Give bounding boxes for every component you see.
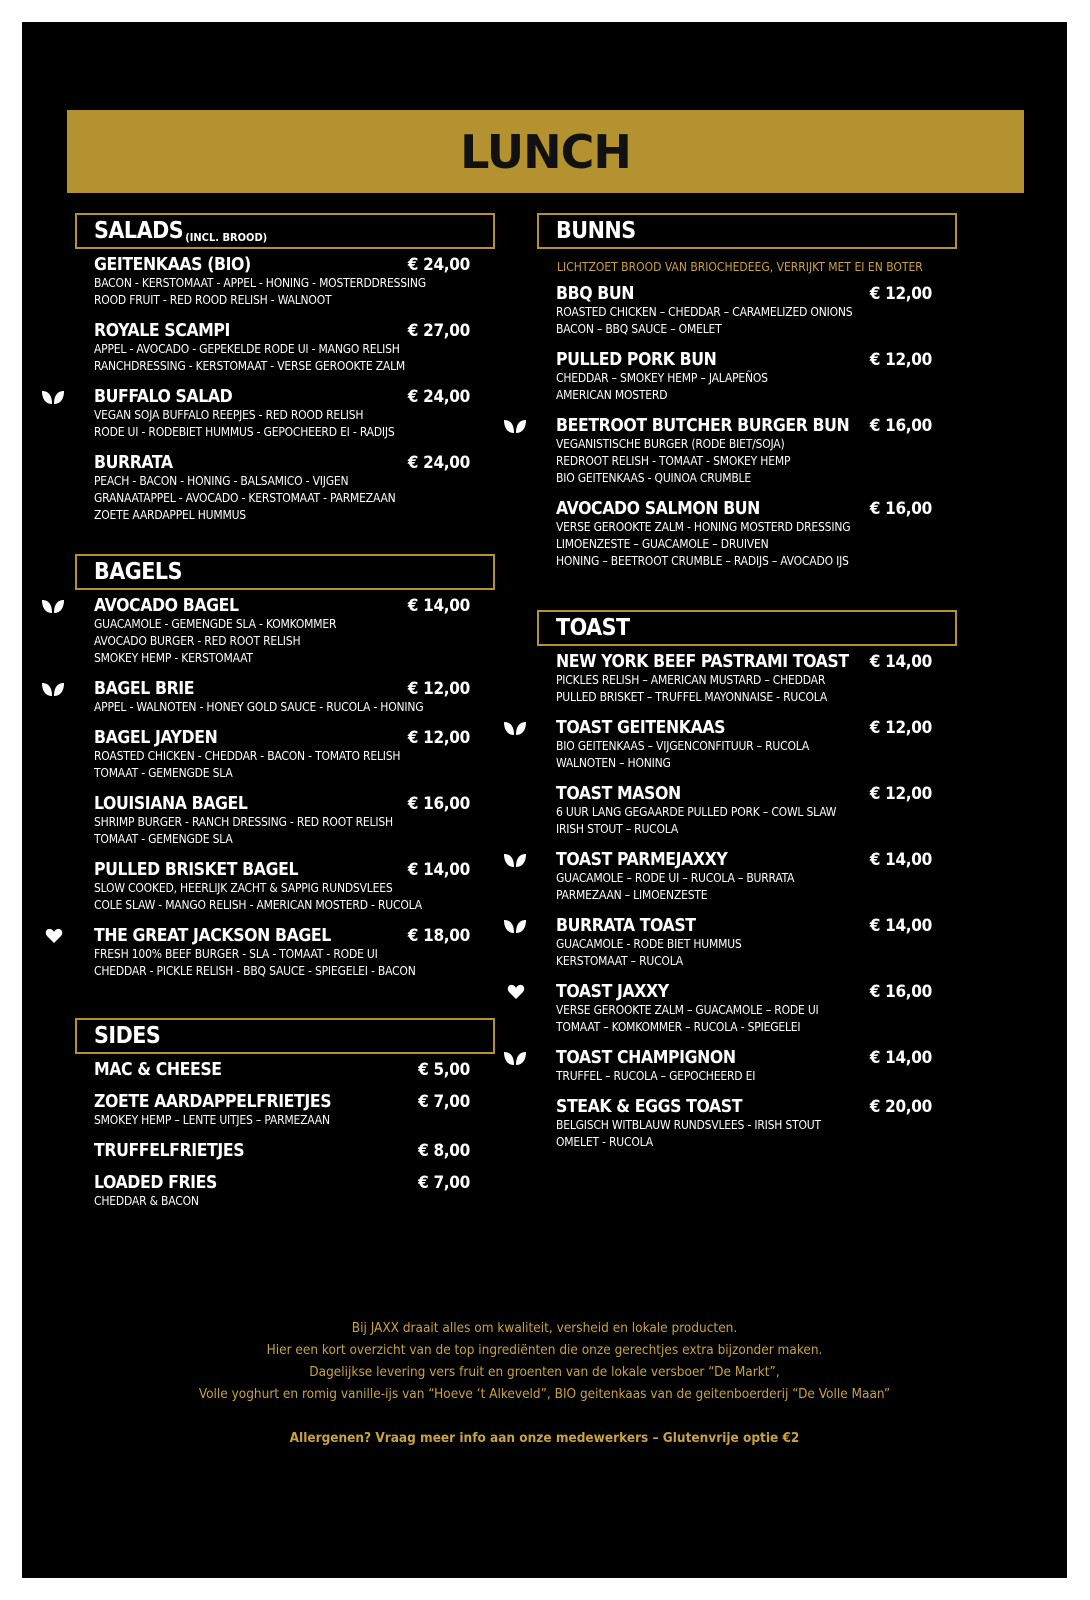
menu-item bbox=[75, 926, 470, 980]
item-price: € 14,00 bbox=[407, 596, 470, 616]
item-price: € 27,00 bbox=[407, 321, 470, 341]
item-price: € 24,00 bbox=[407, 255, 470, 275]
section-header bbox=[75, 1018, 495, 1054]
menu-item bbox=[75, 453, 470, 524]
leaf-icon bbox=[41, 388, 65, 406]
section-header bbox=[75, 554, 495, 590]
leaf-icon bbox=[503, 851, 527, 869]
menu-item bbox=[75, 596, 470, 667]
item-list bbox=[537, 284, 957, 570]
item-description: PULLED BRISKET – TRUFFEL MAYONNAISE - RUCOLA bbox=[556, 690, 828, 704]
item-description: COLE SLAW - MANGO RELISH - AMERICAN MOSTERD - RUCOLA bbox=[94, 898, 422, 912]
item-description: CHEDDAR – SMOKEY HEMP – JALAPEÑOS bbox=[556, 371, 768, 385]
item-description: 6 UUR LANG GEGAARDE PULLED PORK – COWL SLAW bbox=[556, 805, 837, 819]
item-price: € 7,00 bbox=[418, 1173, 470, 1193]
item-name: AVOCADO SALMON BUN bbox=[556, 499, 760, 519]
item-description: PARMEZAAN – LIMOENZESTE bbox=[556, 888, 708, 902]
item-price: € 12,00 bbox=[869, 284, 932, 304]
item-price: € 16,00 bbox=[869, 416, 932, 436]
item-name: THE GREAT JACKSON BAGEL bbox=[94, 926, 331, 946]
item-name: BEETROOT BUTCHER BURGER BUN bbox=[556, 416, 850, 436]
item-description: SMOKEY HEMP – LENTE UITJES – PARMEZAAN bbox=[94, 1113, 330, 1127]
item-description: IRISH STOUT – RUCOLA bbox=[556, 822, 679, 836]
item-description: BIO GEITENKAAS – VIJGENCONFITUUR – RUCOLA bbox=[556, 739, 810, 753]
item-description: AMERICAN MOSTERD bbox=[556, 388, 668, 402]
item-description: PEACH - BACON - HONING - BALSAMICO - VIJGEN bbox=[94, 474, 349, 488]
menu-item bbox=[537, 784, 932, 838]
item-name: BAGEL BRIE bbox=[94, 679, 195, 699]
item-description: VERSE GEROOKTE ZALM - HONING MOSTERD DRESSING bbox=[556, 520, 851, 534]
item-price: € 12,00 bbox=[407, 728, 470, 748]
item-description: HONING – BEETROOT CRUMBLE – RADIJS – AVOCADO IJS bbox=[556, 554, 849, 568]
menu-item bbox=[537, 850, 932, 904]
item-list bbox=[75, 255, 495, 524]
item-description: TOMAAT - GEMENGDE SLA bbox=[94, 766, 233, 780]
item-description: REDROOT RELISH - TOMAAT - SMOKEY HEMP bbox=[556, 454, 791, 468]
item-description: TOMAAT - GEMENGDE SLA bbox=[94, 832, 233, 846]
item-name: MAC & CHEESE bbox=[94, 1060, 222, 1080]
leaf-icon bbox=[503, 719, 527, 737]
menu-item bbox=[75, 728, 470, 782]
menu-item bbox=[75, 679, 470, 716]
item-description: BACON - KERSTOMAAT - APPEL - HONING - MOSTERDDRESSING bbox=[94, 276, 426, 290]
item-price: € 24,00 bbox=[407, 387, 470, 407]
section-header bbox=[537, 610, 957, 646]
item-list bbox=[537, 652, 957, 1151]
item-price: € 14,00 bbox=[869, 652, 932, 672]
menu-item bbox=[75, 1060, 470, 1080]
item-description: OMELET - RUCOLA bbox=[556, 1135, 653, 1149]
item-price: € 20,00 bbox=[869, 1097, 932, 1117]
menu-item bbox=[537, 718, 932, 772]
item-price: € 18,00 bbox=[407, 926, 470, 946]
item-name: TRUFFELFRIETJES bbox=[94, 1141, 245, 1161]
item-description: SHRIMP BURGER - RANCH DRESSING - RED ROOT RELISH bbox=[94, 815, 393, 829]
item-name: GEITENKAAS (BIO) bbox=[94, 255, 251, 275]
item-description: RANCHDRESSING - KERSTOMAAT - VERSE GEROOKTE ZALM bbox=[94, 359, 406, 373]
section-toast bbox=[537, 610, 957, 1151]
allergen-note: Allergenen? Vraag meer info aan onze medewerkers – Glutenvrije optie €2 bbox=[289, 1430, 800, 1446]
item-name: ROYALE SCAMPI bbox=[94, 321, 230, 341]
menu-item bbox=[75, 321, 470, 375]
menu-item bbox=[75, 1173, 470, 1210]
heart-icon bbox=[45, 927, 63, 945]
item-description: SMOKEY HEMP - KERSTOMAAT bbox=[94, 651, 253, 665]
item-price: € 16,00 bbox=[407, 794, 470, 814]
item-description: VEGAN SOJA BUFFALO REEPJES - RED ROOD RELISH bbox=[94, 408, 364, 422]
menu-item bbox=[537, 350, 932, 404]
leaf-icon bbox=[503, 917, 527, 935]
section-title: SIDES bbox=[94, 1023, 161, 1049]
item-description: VERSE GEROOKTE ZALM – GUACAMOLE – RODE UI bbox=[556, 1003, 819, 1017]
item-name: AVOCADO BAGEL bbox=[94, 596, 239, 616]
leaf-icon bbox=[503, 417, 527, 435]
item-description: KERSTOMAAT – RUCOLA bbox=[556, 954, 683, 968]
item-description: APPEL - WALNOTEN - HONEY GOLD SAUCE - RUCOLA - HONING bbox=[94, 700, 424, 714]
item-price: € 16,00 bbox=[869, 499, 932, 519]
item-price: € 12,00 bbox=[407, 679, 470, 699]
item-description: WALNOTEN – HONING bbox=[556, 756, 671, 770]
item-description: ZOETE AARDAPPEL HUMMUS bbox=[94, 508, 246, 522]
item-description: PICKLES RELISH – AMERICAN MUSTARD – CHEDDAR bbox=[556, 673, 826, 687]
item-description: ROOD FRUIT - RED ROOD RELISH - WALNOOT bbox=[94, 293, 332, 307]
item-name: TOAST JAXXY bbox=[556, 982, 669, 1002]
item-price: € 24,00 bbox=[407, 453, 470, 473]
item-description: VEGANISTISCHE BURGER (RODE BIET/SOJA) bbox=[556, 437, 785, 451]
footer-line: Volle yoghurt en romig vanille-ijs van “Hoeve ‘t Alkeveld”, BIO geitenkaas van de geitenboerderij “De Volle Maan” bbox=[198, 1386, 891, 1402]
item-name: BBQ BUN bbox=[556, 284, 635, 304]
section-title: SALADS bbox=[94, 218, 184, 244]
menu-item bbox=[537, 652, 932, 706]
item-description: GRANAATAPPEL - AVOCADO - KERSTOMAAT - PARMEZAAN bbox=[94, 491, 396, 505]
item-name: BUFFALO SALAD bbox=[94, 387, 233, 407]
leaf-icon bbox=[41, 680, 65, 698]
item-list bbox=[75, 1060, 495, 1210]
section-header bbox=[537, 213, 957, 249]
item-name: PULLED PORK BUN bbox=[556, 350, 717, 370]
item-description: BIO GEITENKAAS - QUINOA CRUMBLE bbox=[556, 471, 751, 485]
section-sides bbox=[75, 1018, 495, 1210]
item-description: RODE UI - RODEBIET HUMMUS - GEPOCHEERD EI - RADIJS bbox=[94, 425, 395, 439]
item-description: AVOCADO BURGER - RED ROOT RELISH bbox=[94, 634, 301, 648]
section-intro: LICHTZOET BROOD VAN BRIOCHEDEEG, VERRIJKT MET EI EN BOTER bbox=[557, 260, 923, 274]
item-price: € 12,00 bbox=[869, 350, 932, 370]
item-price: € 14,00 bbox=[869, 1048, 932, 1068]
item-description: APPEL - AVOCADO - GEPEKELDE RODE UI - MANGO RELISH bbox=[94, 342, 400, 356]
item-description: CHEDDAR - PICKLE RELISH - BBQ SAUCE - SPIEGELEI - BACON bbox=[94, 964, 416, 978]
item-description: GUACAMOLE – RODE UI – RUCOLA – BURRATA bbox=[556, 871, 795, 885]
footer bbox=[22, 1317, 1067, 1449]
item-name: BURRATA bbox=[94, 453, 173, 473]
footer-line: Bij JAXX draait alles om kwaliteit, versheid en lokale producten. bbox=[351, 1320, 738, 1336]
item-name: TOAST MASON bbox=[556, 784, 681, 804]
item-name: LOUISIANA BAGEL bbox=[94, 794, 248, 814]
item-price: € 12,00 bbox=[869, 784, 932, 804]
right-column bbox=[537, 213, 957, 1163]
item-description: SLOW COOKED, HEERLIJK ZACHT & SAPPIG RUNDSVLEES bbox=[94, 881, 393, 895]
item-name: TOAST CHAMPIGNON bbox=[556, 1048, 736, 1068]
title-banner bbox=[67, 110, 1024, 193]
leaf-icon bbox=[503, 1049, 527, 1067]
item-price: € 12,00 bbox=[869, 718, 932, 738]
menu-item bbox=[75, 1092, 470, 1129]
menu-item bbox=[75, 255, 470, 309]
item-description: CHEDDAR & BACON bbox=[94, 1194, 199, 1208]
item-description: GUACAMOLE - GEMENGDE SLA - KOMKOMMER bbox=[94, 617, 337, 631]
menu-item bbox=[537, 1048, 932, 1085]
section-title: TOAST bbox=[556, 615, 630, 641]
page-title: LUNCH bbox=[460, 124, 631, 179]
menu-item bbox=[75, 1141, 470, 1161]
item-name: TOAST GEITENKAAS bbox=[556, 718, 726, 738]
item-name: BURRATA TOAST bbox=[556, 916, 696, 936]
section-header bbox=[75, 213, 495, 249]
item-name: ZOETE AARDAPPELFRIETJES bbox=[94, 1092, 332, 1112]
item-description: FRESH 100% BEEF BURGER - SLA - TOMAAT - RODE UI bbox=[94, 947, 378, 961]
item-price: € 14,00 bbox=[869, 850, 932, 870]
item-description: ROASTED CHICKEN – CHEDDAR – CARAMELIZED ONIONS bbox=[556, 305, 853, 319]
item-name: STEAK & EGGS TOAST bbox=[556, 1097, 743, 1117]
section-title: BUNNS bbox=[556, 218, 636, 244]
footer-line: Hier een kort overzicht van de top ingrediënten die onze gerechtjes extra bijzonder maken. bbox=[266, 1342, 823, 1358]
footer-line: Dagelijkse levering vers fruit en groenten van de lokale versboer “De Markt”, bbox=[309, 1364, 780, 1380]
menu-item bbox=[537, 916, 932, 970]
item-price: € 7,00 bbox=[418, 1092, 470, 1112]
section-bagels bbox=[75, 554, 495, 980]
menu-item bbox=[537, 499, 932, 570]
item-price: € 16,00 bbox=[869, 982, 932, 1002]
menu-item bbox=[75, 860, 470, 914]
section-title: BAGELS bbox=[94, 559, 182, 585]
item-price: € 14,00 bbox=[869, 916, 932, 936]
item-price: € 8,00 bbox=[418, 1141, 470, 1161]
item-name: NEW YORK BEEF PASTRAMI TOAST bbox=[556, 652, 849, 672]
item-price: € 14,00 bbox=[407, 860, 470, 880]
item-description: TRUFFEL – RUCOLA – GEPOCHEERD EI bbox=[556, 1069, 756, 1083]
item-description: BACON – BBQ SAUCE – OMELET bbox=[556, 322, 722, 336]
item-description: GUACAMOLE - RODE BIET HUMMUS bbox=[556, 937, 742, 951]
item-name: TOAST PARMEJAXXY bbox=[556, 850, 728, 870]
heart-icon bbox=[507, 983, 525, 1001]
left-column bbox=[75, 213, 495, 1222]
menu-item bbox=[537, 1097, 932, 1151]
leaf-icon bbox=[41, 597, 65, 615]
item-description: TOMAAT – KOMKOMMER – RUCOLA - SPIEGELEI bbox=[556, 1020, 801, 1034]
item-description: BELGISCH WITBLAUW RUNDSVLEES - IRISH STOUT bbox=[556, 1118, 821, 1132]
item-list bbox=[75, 596, 495, 980]
section-bunns bbox=[537, 213, 957, 570]
menu-item bbox=[75, 387, 470, 441]
menu-item bbox=[75, 794, 470, 848]
item-description: ROASTED CHICKEN - CHEDDAR - BACON - TOMATO RELISH bbox=[94, 749, 401, 763]
item-name: BAGEL JAYDEN bbox=[94, 728, 218, 748]
item-price: € 5,00 bbox=[418, 1060, 470, 1080]
section-salads bbox=[75, 213, 495, 524]
section-note: (INCL. BROOD) bbox=[185, 231, 268, 244]
menu-item bbox=[537, 416, 932, 487]
item-name: LOADED FRIES bbox=[94, 1173, 217, 1193]
item-name: PULLED BRISKET BAGEL bbox=[94, 860, 299, 880]
item-description: LIMOENZESTE – GUACAMOLE – DRUIVEN bbox=[556, 537, 769, 551]
menu-item bbox=[537, 982, 932, 1036]
menu-item bbox=[537, 284, 932, 338]
